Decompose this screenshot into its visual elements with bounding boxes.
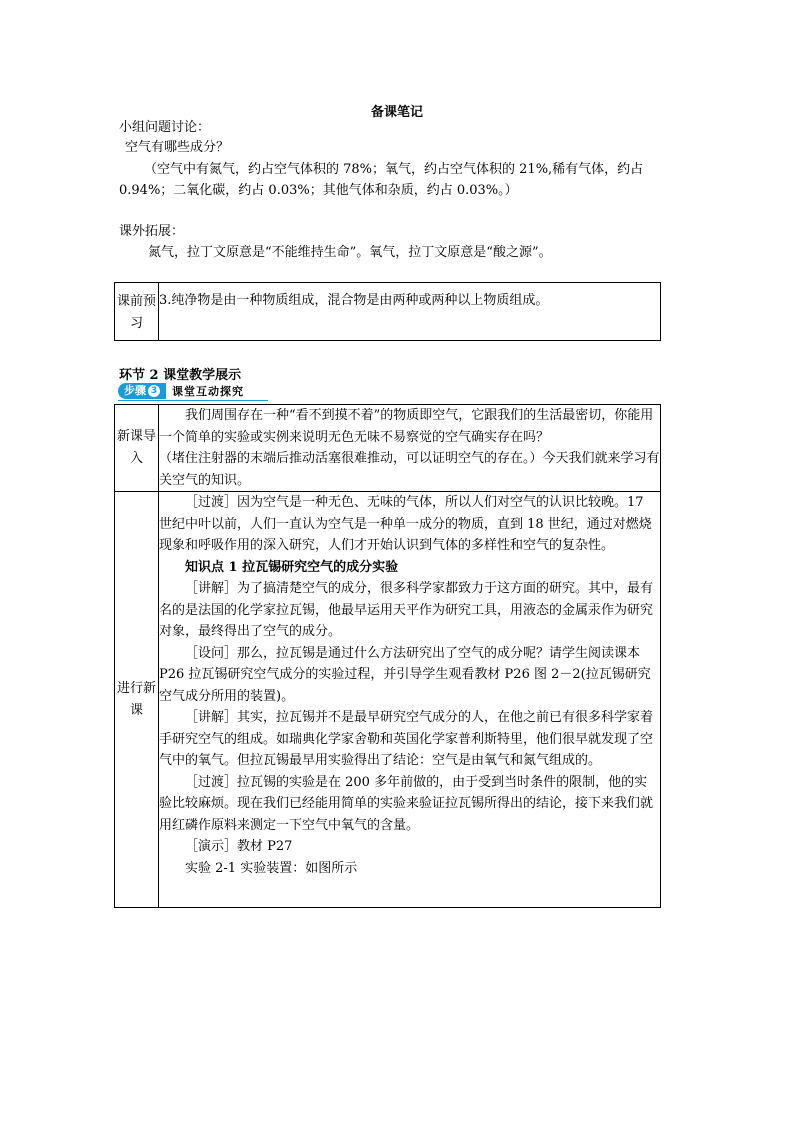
section-heading: 环节 2 课堂教学展示: [119, 368, 242, 383]
step-tag-label: 步骤: [124, 384, 146, 397]
intro-paragraph-1: 我们周围存在一种“看不到摸不着”的物质即空气，它跟我们的生活最密切，你能用一个简单的实验或实例来说明无色无味不易察觉的空气确实存在吗？: [159, 408, 654, 445]
lesson-paragraph-demo: ［演示］教材 P27: [185, 839, 293, 854]
intro-label-text: 新课导入: [116, 429, 156, 466]
discussion-answer-line1: （空气中有氮气，约占空气体积的 78%；氧气，约占空气体积的 21%,稀有气体，约占: [144, 162, 644, 177]
extension-text: 氮气，拉丁文原意是“不能维持生命”。氧气，拉丁文原意是“酸之源”。: [148, 245, 552, 260]
lesson-paragraph-transition-2: ［过渡］拉瓦锡的实验是在 200 多年前做的，由于受到当时条件的限制，他的实验比较麻烦。现在我们已经能用简单的实验来验证拉瓦锡所得出的结论，接下来我们就用红磷作原料来测定一下空气中氧气的含量。: [159, 774, 654, 833]
step-title: 课堂互动探究: [172, 385, 244, 398]
lesson-paragraph-experiment: 实验 2-1 实验装置：如图所示: [185, 860, 358, 876]
lesson-content: [159, 492, 661, 908]
lesson-paragraph-explain-1: ［讲解］为了搞清楚空气的成分，很多科学家都致力于这方面的研究。其中，最有名的是法国的化学家拉瓦锡，他最早运用天平作为研究工具，用液态的金属汞作为研究对象，最终得出了空气的成分。: [159, 581, 654, 639]
intro-label: [115, 405, 159, 492]
discussion-question: 空气有哪些成分？: [125, 140, 230, 155]
lesson-table: [114, 404, 661, 908]
lesson-paragraph-explain-2: ［讲解］其实，拉瓦锡并不是最早研究空气成分的人，在他之前已有很多科学家着手研究空气的组成。如瑞典化学家舍勒和英国化学家普利斯特里，他们很早就发现了空气中的氧气。但拉瓦锡最早用实验得出了结论：空气是由氧气和氮气组成的。: [159, 710, 654, 768]
lesson-paragraph-transition: ［过渡］因为空气是一种无色、无味的气体，所以人们对空气的认识比较晚。17 世纪中叶以前，人们一直认为空气是一种单一成分的物质，直到 18 世纪，通过对燃烧现象和呼吸作用的深入研究，人们才开始认识到气体的多样性和空气的复杂性。: [159, 495, 652, 553]
discussion-answer-line2: 0.94%；二氧化碳，约占 0.03%；其他气体和杂质，约占 0.03%。）: [119, 183, 518, 198]
step-number: 3: [148, 385, 160, 397]
lesson-paragraph-question: ［设问］那么，拉瓦锡是通过什么方法研究出了空气的成分呢？请学生阅读课本 P26 拉瓦锡研究空气成分的实验过程，并引导学生观看教材 P26 图 2－2(拉瓦锡研究空气成分所用的装置)。: [159, 645, 651, 704]
intro-paragraph-2: （堵住注射器的末端后推动活塞很难推动，可以证明空气的存在。）今天我们就来学习有关空气的知识。: [159, 451, 660, 488]
page-title: 备课笔记: [370, 105, 423, 120]
group-discussion-label: 小组问题讨论：: [119, 120, 211, 135]
lesson-label-text: 进行新课: [116, 680, 156, 718]
intro-content: [159, 405, 661, 492]
preview-label: 课前预习: [115, 283, 159, 341]
step-badge: [118, 383, 244, 399]
preview-table: [114, 282, 661, 341]
preview-content: 3.纯净物是由一种物质组成，混合物是由两种或两种以上物质组成。: [159, 283, 661, 341]
step-tag: [118, 383, 166, 399]
step-underline: [118, 400, 268, 401]
lesson-label: [115, 492, 159, 908]
knowledge-point-heading: 知识点 1 拉瓦锡研究空气的成分实验: [185, 559, 399, 575]
extension-label: 课外拓展：: [119, 224, 185, 239]
